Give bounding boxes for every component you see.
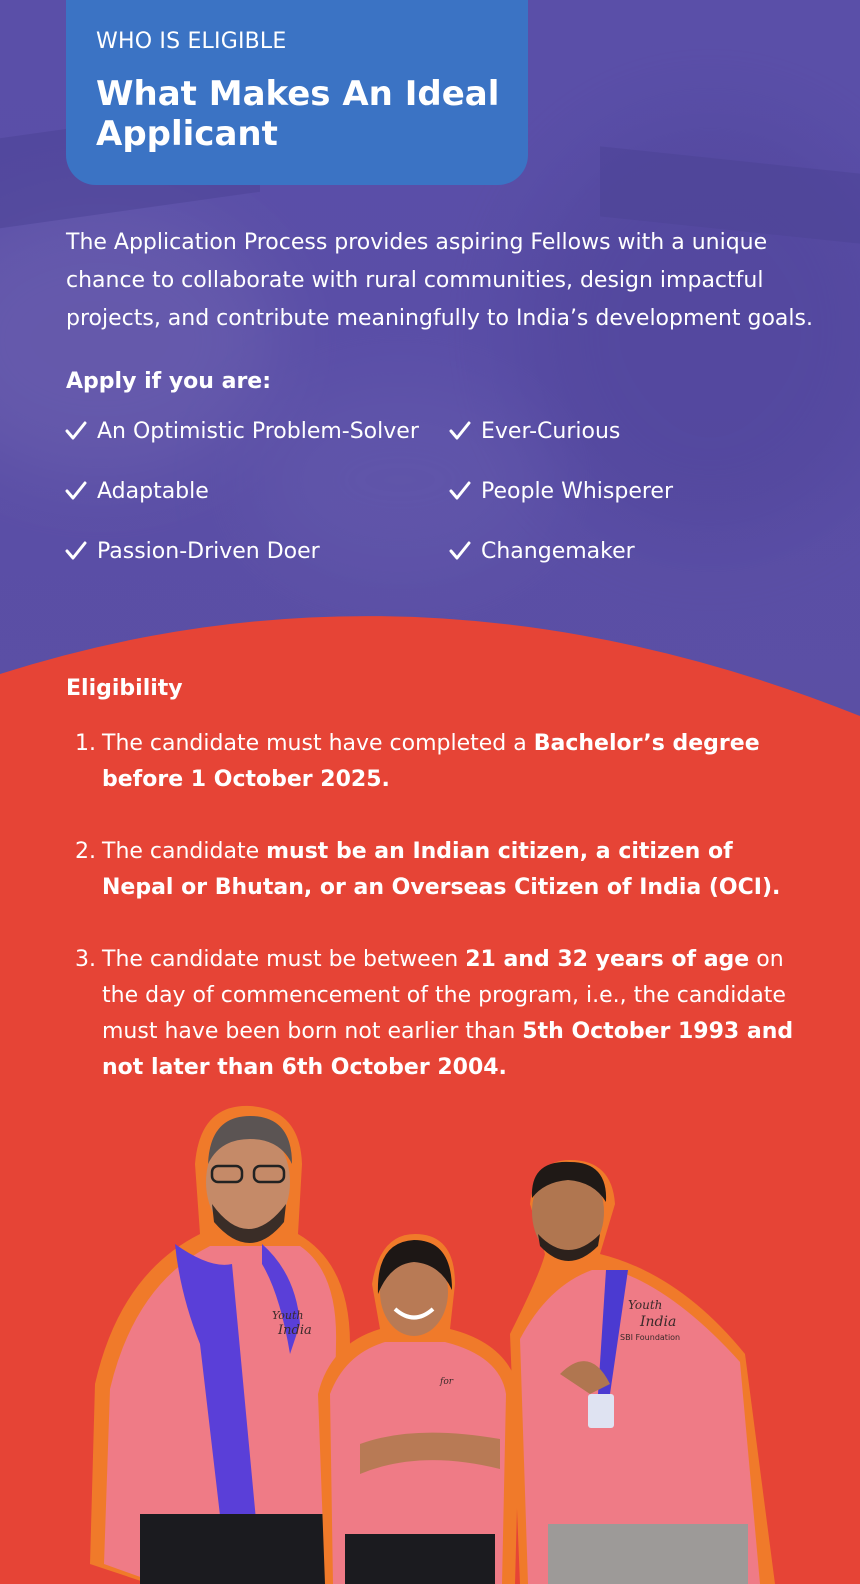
shirt-logo-text: Youth — [628, 1298, 663, 1312]
eligibility-text — [102, 834, 802, 906]
item-number: 2. — [75, 839, 96, 864]
section-eyebrow: WHO IS ELIGIBLE — [96, 29, 287, 54]
trait-item — [448, 475, 673, 507]
trait-item — [64, 415, 419, 447]
eligibility-text-part: The candidate must have completed a — [102, 731, 534, 756]
shirt-logo-text: India — [278, 1323, 312, 1338]
trait-label: Ever-Curious — [481, 418, 621, 444]
eligibility-text-bold: 5th October 1993 and not later than 6th October 2004. — [102, 1019, 794, 1080]
check-icon — [448, 419, 472, 443]
shirt-logo-text: India — [640, 1314, 677, 1330]
eligibility-text — [102, 726, 802, 798]
eligibility-text-bold: Bachelor’s degree before 1 October 2025. — [102, 731, 760, 792]
trait-label: People Whisperer — [481, 478, 673, 504]
person-middle — [318, 1234, 520, 1584]
trait-item — [64, 475, 209, 507]
check-icon — [64, 419, 88, 443]
eligibility-heading: Eligibility — [66, 676, 183, 701]
fellows-group-photo — [0, 1094, 860, 1584]
check-icon — [64, 479, 88, 503]
eligibility-text-bold: 21 and 32 years of age — [465, 947, 750, 972]
eligibility-text — [102, 942, 802, 1086]
person-right — [510, 1160, 775, 1584]
eligibility-text-part: The candidate must be between — [102, 947, 466, 972]
intro-paragraph: The Application Process provides aspiring Fellows with a unique chance to collaborate with rural communities, design impactful projects, and contribute meaningfully to India’s development goals. — [66, 230, 813, 331]
check-icon — [64, 539, 88, 563]
trait-label: Adaptable — [97, 478, 209, 504]
trait-label: Changemaker — [481, 538, 635, 564]
trait-item — [64, 535, 320, 567]
eligibility-item — [66, 942, 796, 1092]
shirt-logo-text: for — [440, 1377, 454, 1387]
shirt-logo-text: Youth — [272, 1309, 304, 1322]
check-icon — [448, 539, 472, 563]
check-icon — [448, 479, 472, 503]
eligibility-text-bold: must be an Indian citizen, a citizen of Nepal or Bhutan, or an Overseas Citizen of India (OCI). — [102, 839, 781, 900]
eligibility-text-part: on the day of commencement of the program, i.e., the candidate must have been born not earlier than — [102, 947, 786, 1044]
person-left — [90, 1106, 350, 1584]
trait-label: An Optimistic Problem-Solver — [97, 418, 419, 444]
shirt-logo-text: SBI Foundation — [620, 1333, 681, 1342]
eligibility-item — [66, 834, 796, 914]
trait-label: Passion-Driven Doer — [97, 538, 320, 564]
trait-item — [448, 535, 635, 567]
eligibility-text-part: The candidate — [102, 839, 267, 864]
page-title: What Makes An Ideal Applicant — [96, 74, 500, 154]
eligibility-item — [66, 726, 796, 806]
item-number: 3. — [75, 947, 96, 972]
apply-heading: Apply if you are: — [66, 369, 272, 394]
trait-item — [448, 415, 620, 447]
item-number: 1. — [75, 731, 96, 756]
title-card — [66, 0, 528, 185]
